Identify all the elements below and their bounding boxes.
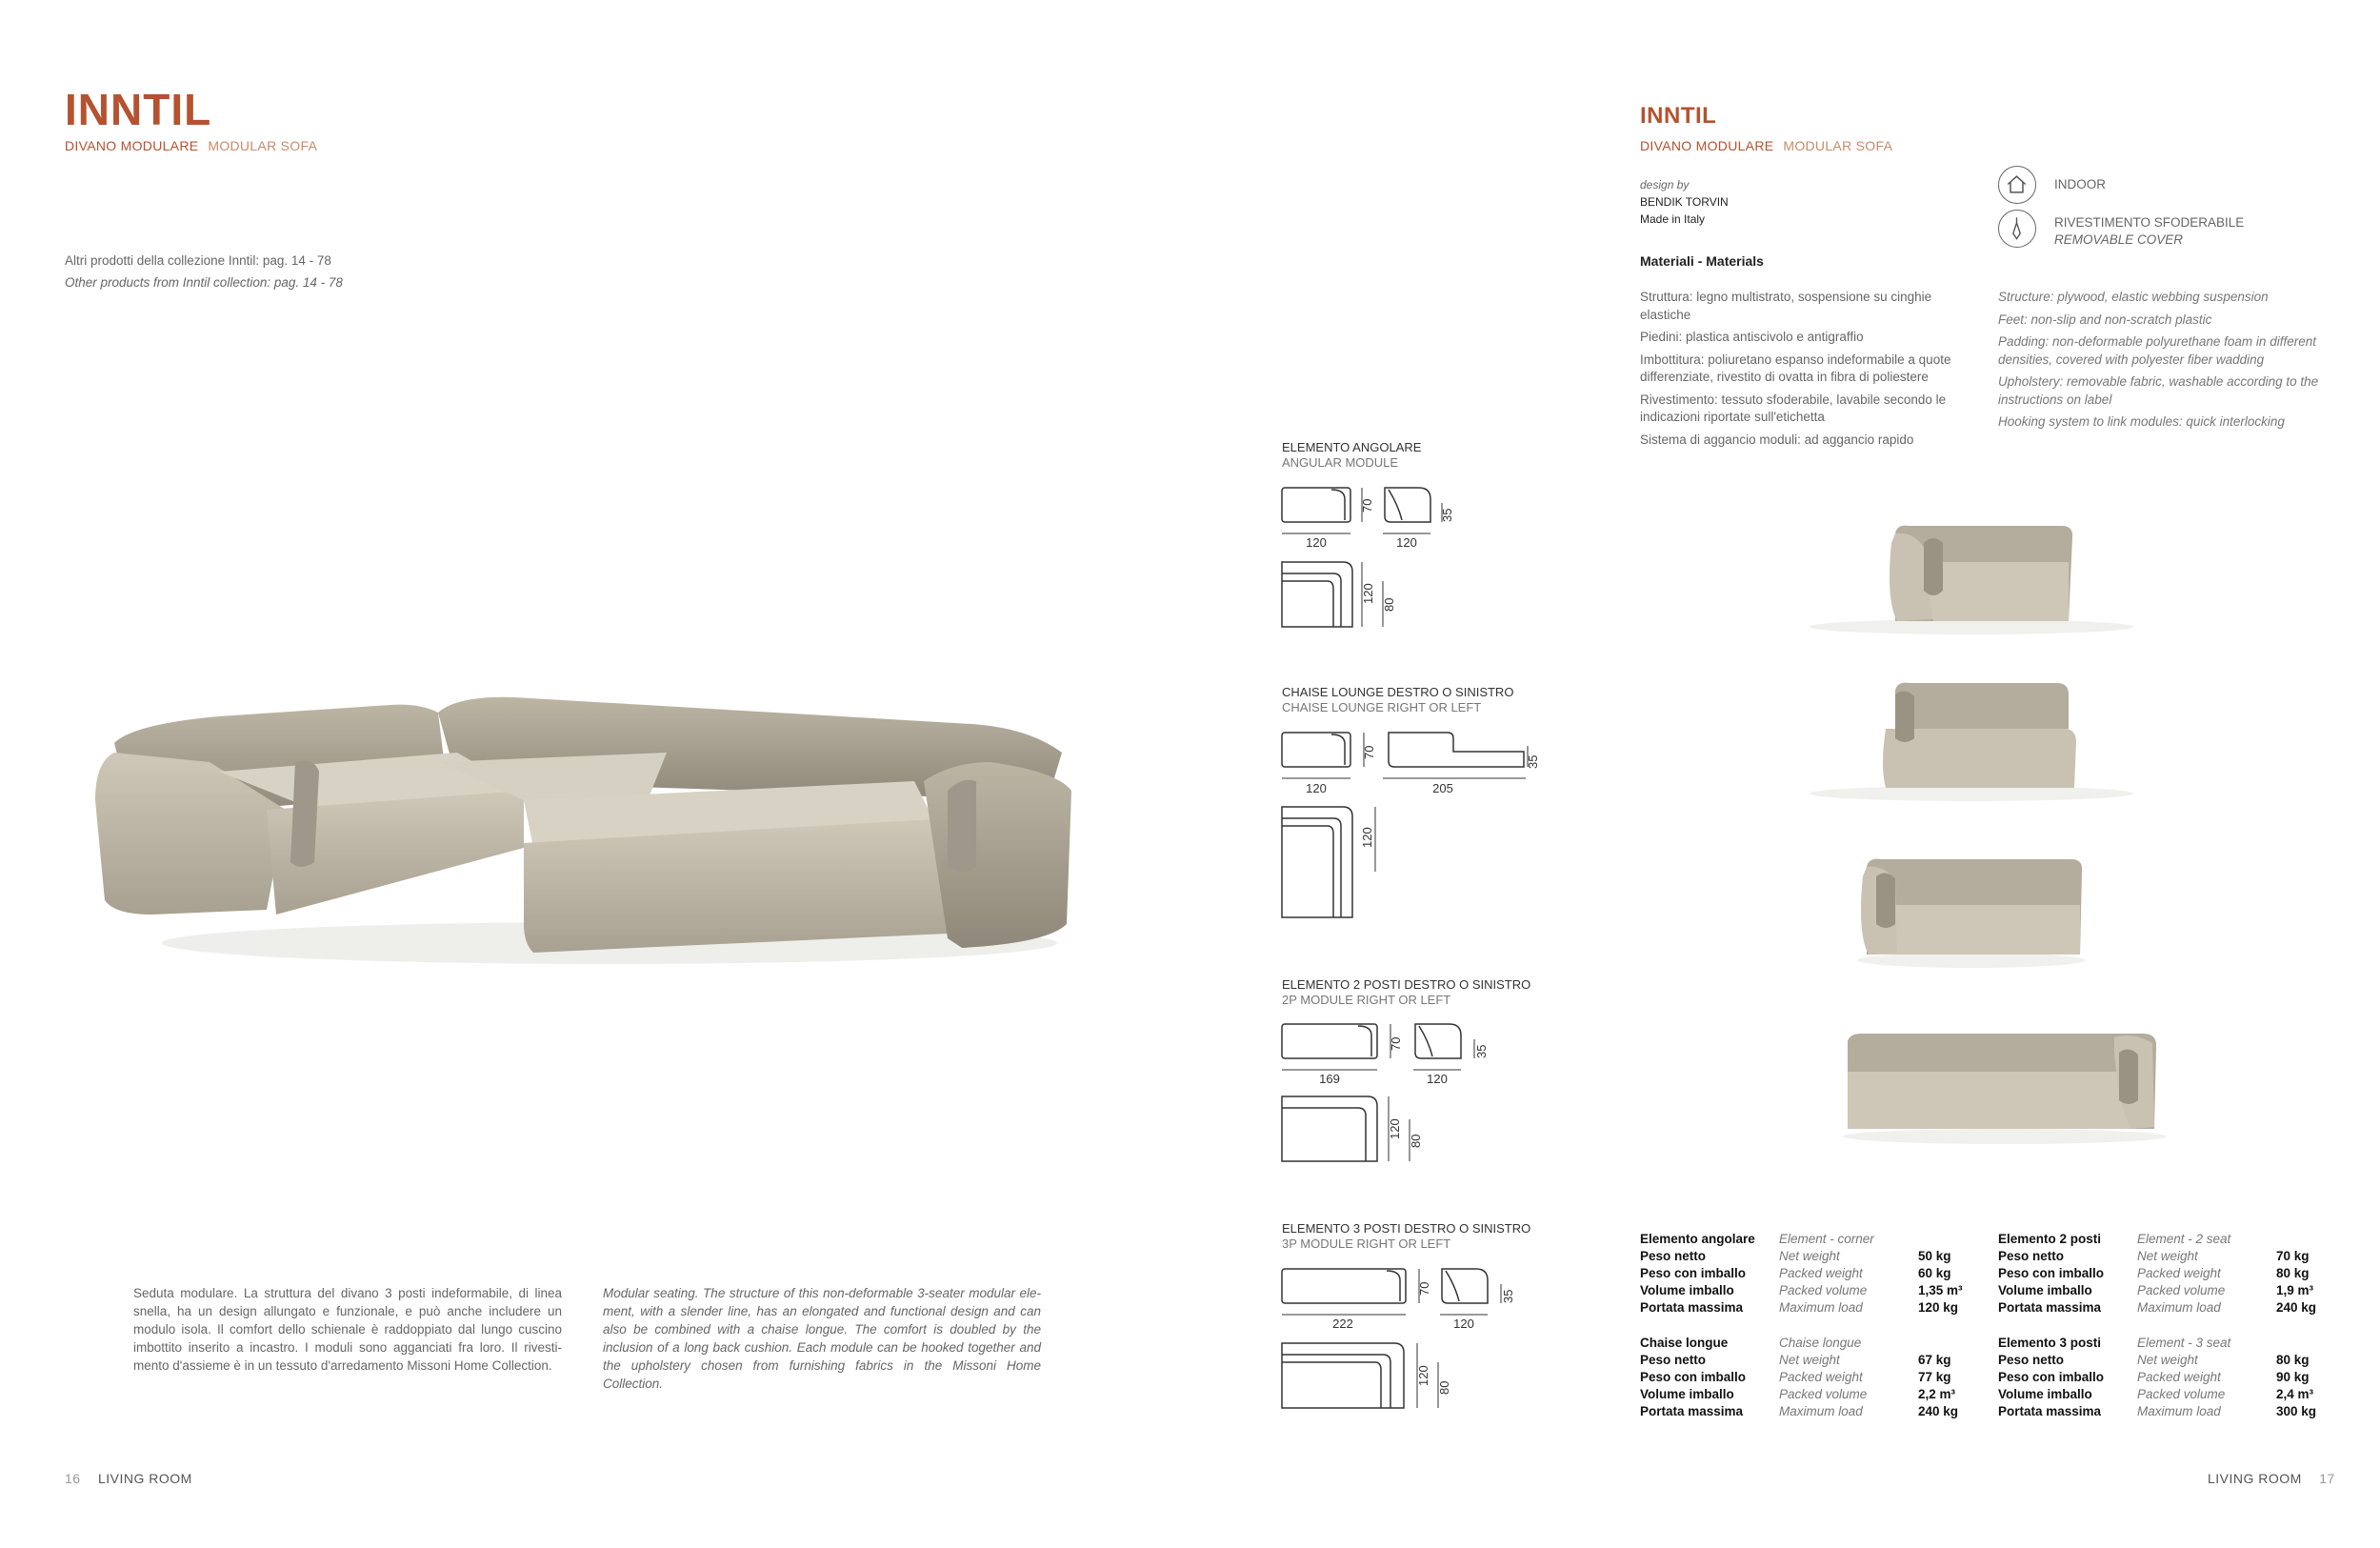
- spec-name-it: Elemento 2 posti: [1998, 1232, 2102, 1246]
- material-item: Sistema di aggancio moduli: ad aggancio rapido: [1640, 432, 1914, 447]
- material-item: Struttura: legno multistrato, sospensione su cinghie elastiche: [1640, 290, 1932, 322]
- footer-right: [2208, 1471, 2335, 1486]
- dim-label: 120: [1306, 781, 1327, 795]
- dim-label: 120: [1453, 1317, 1474, 1331]
- dim-label: 70: [1360, 498, 1374, 513]
- house-icon: [1998, 166, 2036, 204]
- materials-list-it: [1640, 289, 1973, 449]
- dim-label: 70: [1389, 1036, 1403, 1051]
- dim-label: 120: [1361, 583, 1375, 604]
- dim-label: 35: [1440, 508, 1454, 522]
- subtitle-en: MODULAR SOFA: [1783, 138, 1893, 153]
- diagram-chaise-lounge: [1276, 719, 1543, 929]
- dim-label: 120: [1427, 1072, 1448, 1086]
- dim-label: 120: [1396, 535, 1417, 550]
- dim-label: 205: [1432, 781, 1453, 795]
- badge-indoor-label: INDOOR: [2054, 177, 2106, 191]
- 3seat-module-image: [1829, 1015, 2181, 1148]
- badge-cover: [2054, 214, 2244, 249]
- spec-name-it: Chaise longue: [1640, 1336, 1729, 1350]
- designer-name: BENDIK TORVIN: [1640, 195, 1729, 209]
- footer-left: [65, 1471, 192, 1486]
- page-title-left: INNTIL: [65, 85, 212, 134]
- designer-block: [1640, 176, 1729, 228]
- dim-label: 120: [1416, 1365, 1430, 1386]
- dim-label: 222: [1332, 1317, 1353, 1331]
- spec-name-en: Element - corner: [1779, 1232, 1874, 1246]
- hanger-icon: [1998, 210, 2036, 248]
- spec-table-3seat: Elemento 3 posti Element - 3 seat Peso netto Net weight 80 kg Peso con imballo Packed weight 90 kg Volume imballo Packed volume 2,4 m³ Portata massima Maximum load 300 kg: [1998, 1336, 2317, 1418]
- badge-cover-label: RIVESTIMENTO SFODERABILE: [2054, 215, 2245, 230]
- material-item: Padding: non-deformable polyurethane foam in different densities, covered with polyester fiber wadding: [1998, 334, 2316, 367]
- dim-label: 120: [1306, 535, 1327, 550]
- diagram-angular-title: ELEMENTO ANGOLARE ANGULAR MODULE: [1282, 440, 1422, 470]
- page-number-left: 16: [65, 1471, 81, 1486]
- spec-table-2seat: Elemento 2 posti Element - 2 seat Peso netto Net weight 70 kg Peso con imballo Packed weight 80 kg Volume imballo Packed volume 1,9 m³ Portata massima Maximum load 240 kg: [1998, 1232, 2317, 1315]
- collection-note-it: Altri prodotti della collezione Inntil: pag. 14 - 78: [65, 253, 331, 268]
- subtitle-left: [65, 138, 317, 153]
- materials-list-en: [1998, 289, 2322, 432]
- subtitle-right: [1640, 138, 1892, 153]
- angular-module-image: [1790, 505, 2152, 638]
- subtitle-en: MODULAR SOFA: [208, 138, 318, 153]
- design-by-label: design by: [1640, 178, 1690, 191]
- description-it: Seduta modulare. La struttura del divano 3 posti indeformabile, di linea snella, ha un design allungato e funzionale, e può anche includere un modulo isola. Il comfort dello schienale è raddoppiato dal lungo cuscino imbottito inserito a incastro. I moduli sono agganciati fra loro. Il rivesti-mento d'assieme è in un tessuto d'arredamento Missoni Home Collection.: [133, 1286, 562, 1373]
- badge-cover-label-en: REMOVABLE COVER: [2054, 232, 2184, 247]
- dim-label: 80: [1437, 1380, 1451, 1395]
- material-item: Structure: plywood, elastic webbing suspension: [1998, 290, 2269, 304]
- material-item: Imbottitura: poliuretano espanso indeformabile a quote differenziate, rivestito di ovatta in fibra di poliestere: [1640, 352, 1951, 384]
- spec-table-corner: Elemento angolare Element - corner Peso netto Net weight 50 kg Peso con imballo Packed weight 60 kg Volume imballo Packed volume 1,35 m³ Portata massima Maximum load 120 kg: [1640, 1232, 1963, 1315]
- spec-name-en: Element - 2 seat: [2137, 1232, 2231, 1246]
- diagram-angular-module: [1276, 476, 1505, 638]
- hero-sofa-image: [76, 657, 1105, 981]
- dim-label: 35: [1474, 1044, 1489, 1058]
- page-title-right: INNTIL: [1640, 103, 1717, 129]
- collection-note-en: Other products from Inntil collection: pag. 14 - 78: [65, 275, 343, 290]
- subtitle-it: DIVANO MODULARE: [1640, 138, 1774, 153]
- spec-name-en: Element - 3 seat: [2137, 1336, 2231, 1350]
- dim-label: 120: [1360, 827, 1374, 848]
- 2seat-module-image: [1848, 838, 2095, 972]
- section-right: LIVING ROOM: [2208, 1471, 2302, 1486]
- subtitle-it: DIVANO MODULARE: [65, 138, 199, 153]
- diagram-2seat-module: [1276, 1015, 1524, 1176]
- dim-label: 70: [1417, 1281, 1431, 1296]
- diagram-3seat-title: ELEMENTO 3 POSTI DESTRO O SINISTRO 3P MODULE RIGHT OR LEFT: [1282, 1221, 1531, 1251]
- material-item: Hooking system to link modules: quick interlocking: [1998, 414, 2285, 429]
- diagram-chaise-title: CHAISE LOUNGE DESTRO O SINISTRO CHAISE LOUNGE RIGHT OR LEFT: [1282, 685, 1514, 714]
- spec-name-en: Chaise longue: [1779, 1336, 1862, 1350]
- dim-label: 120: [1388, 1118, 1402, 1139]
- material-item: Feet: non-slip and non-scratch plastic: [1998, 312, 2212, 327]
- material-item: Rivestimento: tessuto sfoderabile, lavabile secondo le indicazioni riportate sull'etichetta: [1640, 392, 1947, 424]
- page-number-right: 17: [2319, 1471, 2335, 1486]
- materials-heading: Materiali - Materials: [1640, 253, 1764, 269]
- dim-label: 169: [1319, 1072, 1340, 1086]
- spec-name-it: Elemento 3 posti: [1998, 1336, 2102, 1350]
- description-en: Modular seating. The structure of this non-deformable 3-seater modular ele-ment, with a slender line, has an elongated and functional design and can also be combined with a chaise longue. The comfort is doubled by the inclusion of a long back cushion. Each module can be hooked together and the upholstery chosen from furnishing fabrics in the Missoni Home Collection.: [603, 1286, 1041, 1391]
- dim-label: 70: [1362, 745, 1376, 759]
- made-in: Made in Italy: [1640, 212, 1706, 226]
- dim-label: 35: [1501, 1289, 1515, 1303]
- diagram-2seat-title: ELEMENTO 2 POSTI DESTRO O SINISTRO 2P MODULE RIGHT OR LEFT: [1282, 977, 1531, 1007]
- dim-label: 80: [1409, 1134, 1423, 1148]
- section-left: LIVING ROOM: [97, 1471, 192, 1486]
- dim-label: 80: [1382, 597, 1396, 612]
- chaise-lounge-image: [1790, 672, 2152, 805]
- spec-table-chaise: Chaise longue Chaise longue Peso netto Net weight 67 kg Peso con imballo Packed weight 77 kg Volume imballo Packed volume 2,2 m³ Portata massima Maximum load 240 kg: [1640, 1336, 1959, 1418]
- spec-name-it: Elemento angolare: [1640, 1232, 1755, 1246]
- diagram-3seat-module: [1276, 1257, 1543, 1419]
- material-item: Upholstery: removable fabric, washable according to the instructions on label: [1998, 374, 2319, 407]
- material-item: Piedini: plastica antiscivolo e antigraffio: [1640, 330, 1864, 344]
- dim-label: 35: [1526, 754, 1540, 769]
